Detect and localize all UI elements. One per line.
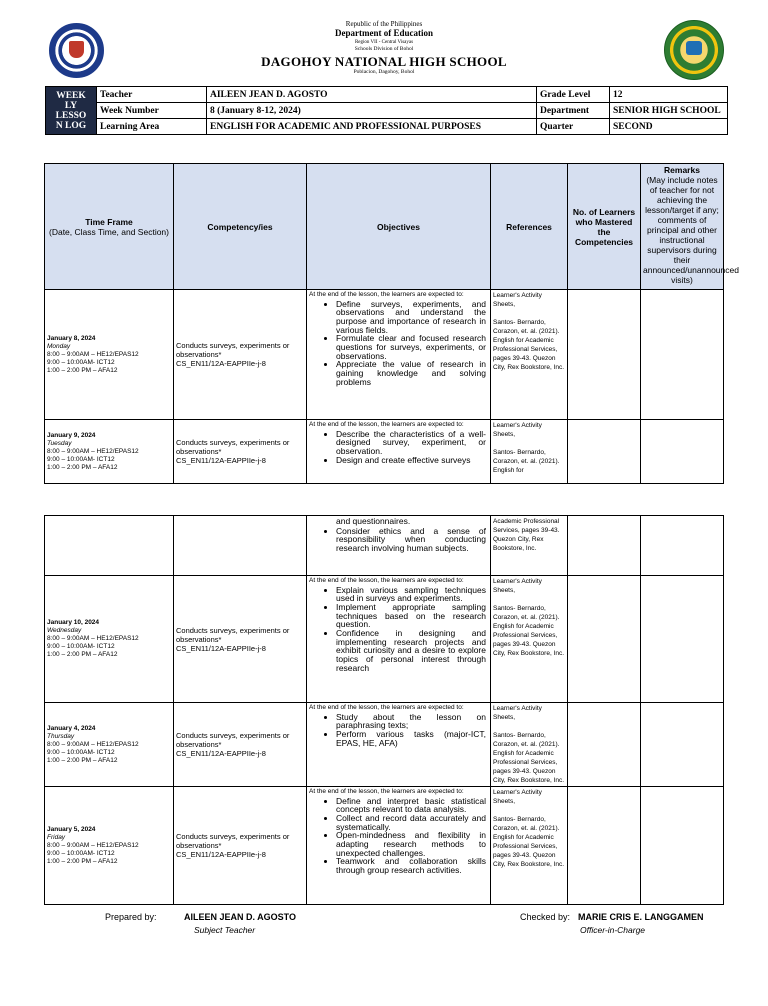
objective-item: • Consider ethics and a sense of responsibility when conducting research involving human subjects. bbox=[336, 527, 488, 553]
objective-item: • Design and create effective surveys bbox=[336, 456, 488, 465]
class-time: 8:00 – 9:00AM – HE12/EPAS12 bbox=[47, 447, 139, 455]
objective-item: • Define surveys, experiments, and observations and understand the purpose and importance of research in various fields. bbox=[336, 300, 488, 335]
competency-code: CS_EN11/12A-EAPPIIe-j-8 bbox=[176, 643, 266, 653]
grade-value: 12 bbox=[610, 87, 728, 103]
week-label: Week Number bbox=[97, 103, 207, 119]
competency-code: CS_EN11/12A-EAPPIIe-j-8 bbox=[176, 749, 266, 758]
objective-continued: and questionnaires. bbox=[336, 516, 411, 526]
mastered-cell bbox=[568, 290, 641, 420]
col-header-references: References bbox=[491, 164, 568, 290]
references-cell bbox=[491, 420, 568, 484]
competency-cell bbox=[174, 290, 307, 420]
class-time: 1:00 – 2:00 PM – AFA12 bbox=[47, 366, 118, 374]
checked-by-label: Checked by: bbox=[520, 912, 571, 922]
references-cell bbox=[491, 516, 568, 576]
col-header-competency: Competency/ies bbox=[174, 164, 307, 290]
school-address: Poblacion, Dagohoy, Bohol bbox=[353, 69, 415, 75]
mastered-cell bbox=[568, 516, 641, 576]
objective-item: • Collect and record data accurately and systematically. bbox=[336, 814, 488, 831]
department-value: SENIOR HIGH SCHOOL bbox=[610, 103, 728, 119]
reference-source: Learner's Activity Sheets, bbox=[493, 292, 542, 308]
references-cell bbox=[491, 703, 568, 787]
mastered-cell bbox=[568, 787, 641, 905]
remarks-cell bbox=[641, 290, 724, 420]
objective-item: • Define and interpret basic statistical concepts relevant to data analysis. bbox=[336, 797, 488, 814]
competency-text: Conducts surveys, experiments or observations* bbox=[176, 832, 290, 850]
references-cell bbox=[491, 787, 568, 905]
lesson-day: Tuesday bbox=[47, 439, 72, 447]
area-value: ENGLISH FOR ACADEMIC AND PROFESSIONAL PURPOSES bbox=[207, 119, 537, 135]
competency-cell bbox=[174, 420, 307, 484]
quarter-label: Quarter bbox=[537, 119, 610, 135]
objective-item: • Open-mindedness and flexibility in adapting research methods to unexpected challenges. bbox=[336, 831, 488, 857]
competency-code: CS_EN11/12A-EAPPIIe-j-8 bbox=[176, 850, 266, 859]
prepared-by-title: Subject Teacher bbox=[194, 925, 256, 935]
department-label: Department bbox=[537, 103, 610, 119]
competency-code: CS_EN11/12A-EAPPIIe-j-8 bbox=[176, 456, 266, 465]
class-time: 9:00 – 10:00AM- ICT12 bbox=[47, 643, 115, 650]
table-row bbox=[45, 703, 724, 787]
objective-item: • Appreciate the value of research in gaining knowledge and solving problems bbox=[336, 360, 488, 386]
lesson-date: January 5, 2024 bbox=[47, 825, 96, 833]
lesson-day: Wednesday bbox=[47, 627, 82, 634]
class-time: 8:00 – 9:00AM – HE12/EPAS12 bbox=[47, 841, 139, 849]
objective-item: • Confidence in designing and implementing research projects and exhibit curiosity and a desire to explore topics of personal interest through research bbox=[336, 629, 488, 673]
lesson-date: January 10, 2024 bbox=[47, 619, 100, 626]
class-time: 1:00 – 2:00 PM – AFA12 bbox=[47, 857, 118, 865]
checked-by-title: Officer-in-Charge bbox=[580, 925, 646, 935]
school-name: DAGOHOY NATIONAL HIGH SCHOOL bbox=[261, 54, 507, 69]
reference-author: Santos- Bernardo, Corazon, et. al. (2021). English for Academic Professional Services, pages 39-43. Quezon City, Rex Bookstore, Inc. bbox=[493, 816, 565, 868]
objective-item: • Study about the lesson on paraphrasing texts; bbox=[336, 713, 488, 730]
teacher-label: Teacher bbox=[97, 87, 207, 103]
quarter-value: SECOND bbox=[610, 119, 728, 135]
objective-intro: At the end of the lesson, the learners are expected to: bbox=[309, 704, 464, 711]
lesson-date: January 4, 2024 bbox=[47, 724, 96, 732]
class-time: 8:00 – 9:00AM – HE12/EPAS12 bbox=[47, 635, 139, 642]
objective-item: • Teamwork and collaboration skills through group research activities. bbox=[336, 857, 488, 874]
class-time: 1:00 – 2:00 PM – AFA12 bbox=[47, 463, 118, 471]
objective-intro: At the end of the lesson, the learners are expected to: bbox=[309, 291, 464, 298]
reference-source: Learner's Activity Sheets, bbox=[493, 705, 542, 721]
lesson-day: Monday bbox=[47, 342, 71, 350]
time-frame-cell bbox=[45, 516, 174, 576]
col-header-remarks: Remarks (May include notes of teacher for not achieving the lesson/target if any; comments of principal and other instructional supervisors during their announced/unannounced visits) bbox=[641, 164, 724, 290]
time-frame-cell bbox=[45, 703, 174, 787]
lesson-plan-table-continued bbox=[44, 515, 724, 905]
competency-text: Conducts surveys, experiments or observations* bbox=[176, 438, 290, 456]
objective-intro: At the end of the lesson, the learners are expected to: bbox=[309, 577, 464, 584]
reference-text: Academic Professional Services, pages 39-43. Quezon City, Rex Bookstore, Inc. bbox=[493, 518, 560, 552]
objective-item: • Explain various sampling techniques used in surveys and experiments. bbox=[336, 586, 488, 603]
col-header-timeframe: Time Frame (Date, Class Time, and Section) bbox=[45, 164, 174, 290]
table-row bbox=[45, 290, 724, 420]
reference-author: Santos- Bernardo, Corazon, et. al. (2021). English for Academic Professional Services, pages 39-43. Quezon City, Rex Bookstore, Inc. bbox=[493, 605, 565, 657]
class-time: 1:00 – 2:00 PM – AFA12 bbox=[47, 756, 118, 764]
lesson-day: Thursday bbox=[47, 732, 75, 740]
class-time: 9:00 – 10:00AM- ICT12 bbox=[47, 748, 115, 756]
weekly-lesson-log-label: WEEK LY LESSO N LOG bbox=[46, 87, 97, 135]
competency-cell bbox=[174, 576, 307, 703]
teacher-value: AILEEN JEAN D. AGOSTO bbox=[207, 87, 537, 103]
class-time: 9:00 – 10:00AM- ICT12 bbox=[47, 849, 115, 857]
objectives-cell bbox=[307, 420, 491, 484]
checked-by-name: MARIE CRIS E. LANGGAMEN bbox=[578, 912, 704, 922]
reference-author: Santos- Bernardo, Corazon, et. al. (2021). English for Academic Professional Services, pages 39-43. Quezon City, Rex Bookstore, Inc. bbox=[493, 319, 565, 371]
remarks-cell bbox=[641, 703, 724, 787]
objectives-cell bbox=[307, 516, 491, 576]
table-row bbox=[45, 787, 724, 905]
objective-item: • Perform various tasks (major-ICT, EPAS, HE, AFA) bbox=[336, 730, 488, 747]
remarks-cell bbox=[641, 576, 724, 703]
region-text: Region VII - Central Visayas bbox=[354, 40, 414, 45]
prepared-by-label: Prepared by: bbox=[105, 912, 157, 922]
grade-label: Grade Level bbox=[537, 87, 610, 103]
week-value: 8 (January 8-12, 2024) bbox=[207, 103, 537, 119]
references-cell bbox=[491, 576, 568, 703]
remarks-cell bbox=[641, 516, 724, 576]
class-time: 9:00 – 10:00AM- ICT12 bbox=[47, 358, 115, 366]
col-header-mastered: No. of Learners who Mastered the Competencies bbox=[568, 164, 641, 290]
remarks-cell bbox=[641, 420, 724, 484]
objectives-cell bbox=[307, 703, 491, 787]
division-text: Schools Division of Bohol bbox=[354, 46, 414, 52]
time-frame-cell bbox=[45, 290, 174, 420]
lesson-plan-table bbox=[44, 163, 739, 484]
table-row bbox=[45, 576, 724, 703]
department-title: Department of Education bbox=[335, 28, 433, 38]
prepared-by-name: AILEEN JEAN D. AGOSTO bbox=[184, 912, 297, 922]
class-time: 1:00 – 2:00 PM – AFA12 bbox=[47, 651, 118, 658]
competency-code: CS_EN11/12A-EAPPIIe-j-8 bbox=[176, 359, 266, 368]
class-time: 8:00 – 9:00AM – HE12/EPAS12 bbox=[47, 740, 139, 748]
objective-item: • Formulate clear and focused research questions for surveys, experiments, or observations. bbox=[336, 334, 488, 360]
competency-cell bbox=[174, 516, 307, 576]
objective-intro: At the end of the lesson, the learners are expected to: bbox=[309, 788, 464, 795]
objective-item: • Implement appropriate sampling techniques based on the research question. bbox=[336, 603, 488, 629]
objective-item: • Describe the characteristics of a well-designed survey, experiment, or observation. bbox=[336, 430, 488, 456]
lesson-date: January 8, 2024 bbox=[47, 334, 96, 342]
time-frame-cell bbox=[45, 420, 174, 484]
remarks-cell bbox=[641, 787, 724, 905]
competency-cell bbox=[174, 703, 307, 787]
references-cell bbox=[491, 290, 568, 420]
area-label: Learning Area bbox=[97, 119, 207, 135]
reference-author: Santos- Bernardo, Corazon, et. al. (2021). English for Academic Professional Services, pages 39-43. Quezon City, Rex Bookstore, Inc. bbox=[493, 732, 565, 784]
republic-text: Republic of the Philippines bbox=[345, 20, 423, 28]
objective-intro: At the end of the lesson, the learners are expected to: bbox=[309, 421, 464, 428]
objectives-cell bbox=[307, 290, 491, 420]
table-row bbox=[45, 420, 724, 484]
mastered-cell bbox=[568, 576, 641, 703]
reference-source: Learner's Activity Sheets, bbox=[493, 789, 542, 805]
reference-text: Learner's Activity Sheets, Santos- Bernardo, Corazon, et. al. (2021). English for bbox=[493, 422, 560, 474]
lesson-day: Friday bbox=[47, 833, 66, 841]
class-time: 8:00 – 9:00AM – HE12/EPAS12 bbox=[47, 350, 139, 358]
competency-text: Conducts surveys, experiments or observations* bbox=[176, 731, 290, 749]
mastered-cell bbox=[568, 420, 641, 484]
info-table bbox=[45, 86, 728, 135]
time-frame-cell bbox=[45, 787, 174, 905]
mastered-cell bbox=[568, 703, 641, 787]
table-row bbox=[45, 516, 724, 576]
objectives-cell bbox=[307, 576, 491, 703]
class-time: 9:00 – 10:00AM- ICT12 bbox=[47, 455, 115, 463]
col-header-objectives: Objectives bbox=[307, 164, 491, 290]
competency-cell bbox=[174, 787, 307, 905]
time-frame-cell bbox=[45, 576, 174, 703]
lesson-date: January 9, 2024 bbox=[47, 431, 96, 439]
reference-source: Learner's Activity Sheets, bbox=[493, 578, 542, 594]
competency-text: Conducts surveys, experiments or observations* bbox=[176, 341, 290, 359]
objectives-cell bbox=[307, 787, 491, 905]
competency-text: Conducts surveys, experiments or observations* bbox=[176, 625, 290, 644]
